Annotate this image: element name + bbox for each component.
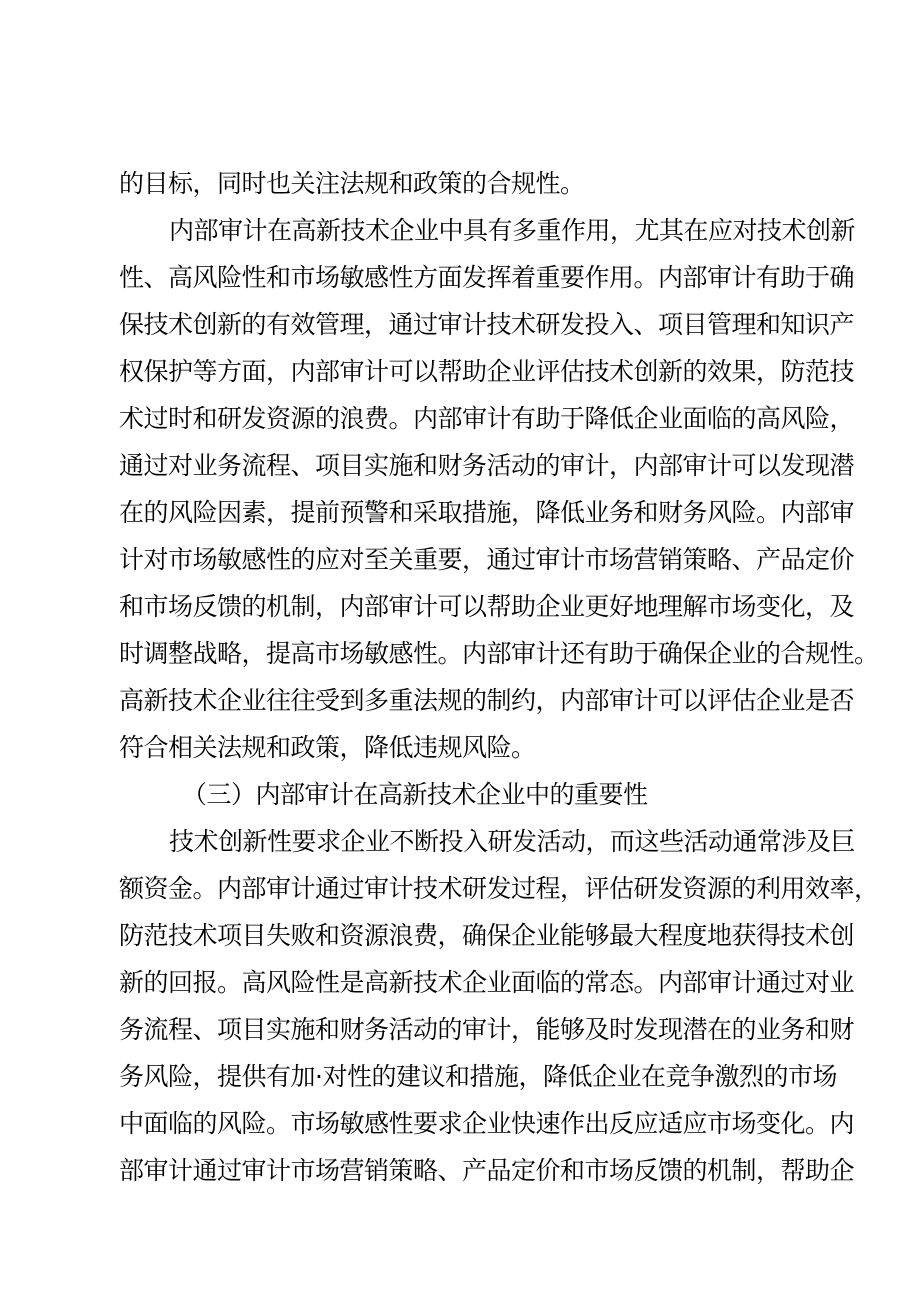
paragraph-line: 权保护等方面，内部审计可以帮助企业评估技术创新的效果，防范技 (119, 357, 855, 386)
paragraph-continuation-line: 的目标，同时也关注法规和政策的合规性。 (119, 169, 585, 198)
paragraph-line: 性、高风险性和市场敏感性方面发挥着重要作用。内部审计有助于确 (119, 263, 855, 292)
section-heading: （三）内部审计在高新技术企业中的重要性 (182, 780, 648, 809)
paragraph-line: 和市场反馈的机制，内部审计可以帮助企业更好地理解市场变化，及 (119, 592, 855, 621)
paragraph-line: 中面临的风险。市场敏感性要求企业快速作出反应适应市场变化。内 (119, 1109, 855, 1138)
paragraph-line: 保技术创新的有效管理，通过审计技术研发投入、项目管理和知识产 (119, 310, 855, 339)
paragraph-line: 在的风险因素，提前预警和采取措施，降低业务和财务风险。内部审 (119, 498, 855, 527)
paragraph-line: 额资金。内部审计通过审计技术研发过程，评估研发资源的利用效率， (119, 874, 879, 903)
paragraph-line: 时调整战略，提高市场敏感性。内部审计还有助于确保企业的合规性。 (119, 639, 879, 668)
paragraph-line: 务风险，提供有加·对性的建议和措施，降低企业在竞争激烈的市场 (119, 1062, 837, 1091)
paragraph-line: 部审计通过审计市场营销策略、产品定价和市场反馈的机制，帮助企 (119, 1156, 855, 1185)
paragraph-line: 符合相关法规和政策，降低违规风险。 (119, 733, 536, 762)
paragraph-line: 务流程、项目实施和财务活动的审计，能够及时发现潜在的业务和财 (119, 1015, 855, 1044)
paragraph-line: 防范技术项目失败和资源浪费，确保企业能够最大程度地获得技术创 (119, 921, 855, 950)
paragraph-line: 通过对业务流程、项目实施和财务活动的审计，内部审计可以发现潜 (119, 451, 855, 480)
paragraph-line: 技术创新性要求企业不断投入研发活动，而这些活动通常涉及巨 (169, 827, 856, 856)
paragraph-line: 内部审计在高新技术企业中具有多重作用，尤其在应对技术创新 (169, 216, 856, 245)
paragraph-line: 术过时和研发资源的浪费。内部审计有助于降低企业面临的高风险， (119, 404, 855, 433)
paragraph-line: 新的回报。高风险性是高新技术企业面临的常态。内部审计通过对业 (119, 968, 855, 997)
paragraph-line: 高新技术企业往往受到多重法规的制约，内部审计可以评估企业是否 (119, 686, 855, 715)
paragraph-line: 计对市场敏感性的应对至关重要，通过审计市场营销策略、产品定价 (119, 545, 855, 574)
